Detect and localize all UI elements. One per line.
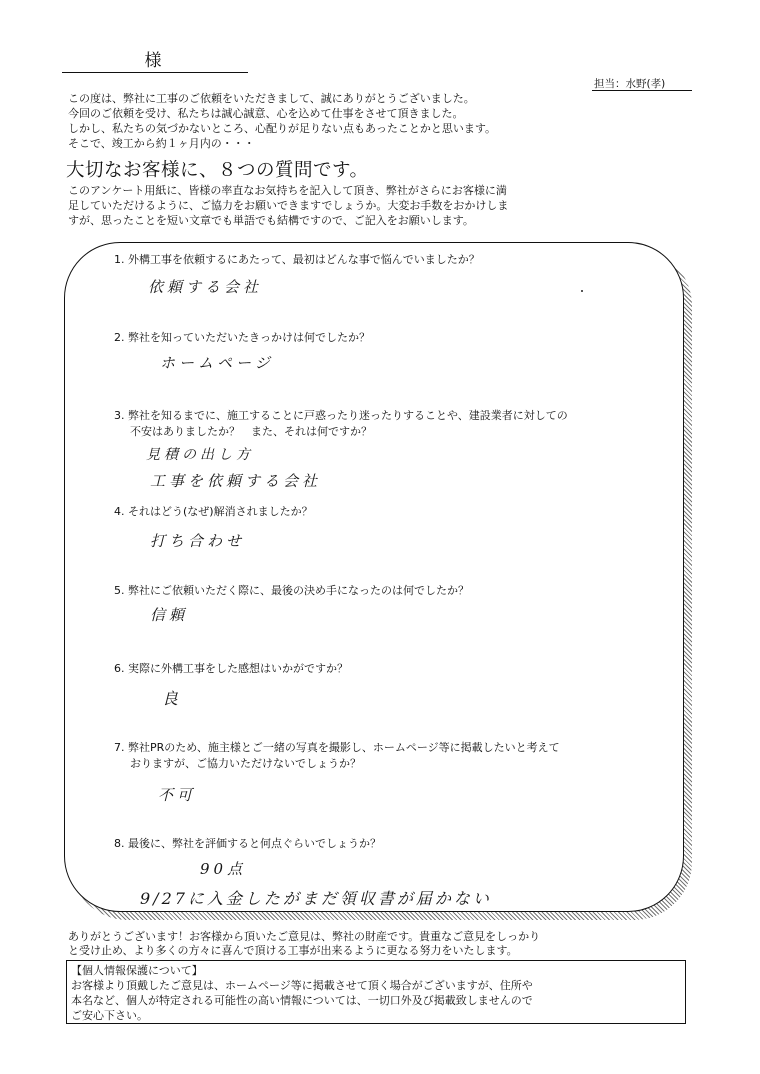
question-2: 2. 弊社を知っていただいたきっかけは何でしたか？ [114, 331, 370, 344]
question-8: 8. 最後に、弊社を評価すると何点ぐらいでしょうか？ [114, 837, 381, 850]
answer-5: 信頼 [150, 606, 189, 624]
question-5: 5. 弊社にご依頼いただく際に、最後の決め手になったのは何でしたか？ [114, 584, 469, 597]
question-4: 4. それはどう(なぜ)解消されましたか？ [114, 505, 313, 518]
privacy-heading: 【個人情報保護について】 [71, 964, 203, 977]
answer-1: 依頼する会社 [148, 278, 263, 296]
request-line-1: このアンケート用紙に、皆様の率直なお気持ちを記入して頂き、弊社がさらにお客様に満 [68, 184, 507, 197]
privacy-line-3: ご安心下さい。 [71, 1009, 148, 1022]
question-7-line-1: 7. 弊社PRのため、施主様とご一緒の写真を撮影し、ホームページ等に掲載したいと考えて [114, 741, 560, 754]
intro-line-4: そこで、竣工から約１ヶ月内の・・・ [68, 137, 255, 150]
question-1: 1. 外構工事を依頼するにあたって、最初はどんな事で悩んでいましたか？ [114, 253, 480, 266]
staff-underline [592, 90, 692, 91]
question-3-line-2: 不安はありましたか？ また、それは何ですか？ [130, 425, 372, 438]
answer-3-line-2: 工事を依頼する会社 [150, 472, 322, 490]
stray-mark [581, 290, 583, 292]
intro-line-2: 今回のご依頼を受け、私たちは誠心誠意、心を込めて仕事をさせて頂きました。 [68, 107, 464, 120]
answer-2: ホームページ [160, 354, 274, 372]
answer-8-comment: 9/27に入金したがまだ領収書が届かない [140, 889, 492, 908]
privacy-notice-box [66, 960, 686, 1024]
answer-3-line-1: 見積の出し方 [146, 447, 254, 463]
thanks-line-2: と受け止め、より多くの方々に喜んで頂ける工事が出来るように更なる努力をいたします。 [68, 944, 518, 957]
salutation: 様 [144, 51, 162, 71]
privacy-line-1: お客様より頂戴したご意見は、ホームページ等に掲載させて頂く場合がございますが、住所や [71, 979, 533, 992]
intro-line-3: しかし、私たちの気づかないところ、心配りが足りない点もあったことかと思います。 [68, 122, 497, 135]
salutation-name-line [62, 72, 248, 73]
question-3-line-1: 3. 弊社を知るまでに、施工することに戸惑ったり迷ったりすることや、建設業者に対しての [114, 409, 568, 422]
thanks-line-1: ありがとうございます！お客様から頂いたご意見は、弊社の財産です。貴重なご意見をしっかり [68, 930, 541, 943]
intro-line-1: この度は、弊社に工事のご依頼をいただきまして、誠にありがとうございました。 [68, 92, 475, 105]
thanks-message [68, 930, 540, 958]
question-6: 6. 実際に外構工事をした感想はいかがですか？ [114, 662, 348, 675]
answer-7: 不可 [158, 786, 197, 804]
request-line-2: 足していただけるように、ご協力をお願いできますでしょうか。大変お手数をおかけしま [68, 199, 509, 212]
headline: 大切なお客様に、８つの質問です。 [66, 160, 369, 181]
question-7-line-2: おりますが、ご協力いただけないでしょうか？ [130, 757, 361, 770]
request-line-3: すが、思ったことを短い文章でも単語でも結構ですので、ご記入をお願いします。 [68, 214, 474, 227]
staff-label: 担当：水野(孝) [594, 78, 666, 90]
privacy-line-2: 本名など、個人が特定される可能性の高い情報については、一切口外及び掲載致しませんので [71, 994, 533, 1007]
answer-8-score: 90点 [200, 860, 247, 878]
answer-6: 良 [162, 689, 183, 708]
answer-4: 打ち合わせ [150, 532, 246, 550]
